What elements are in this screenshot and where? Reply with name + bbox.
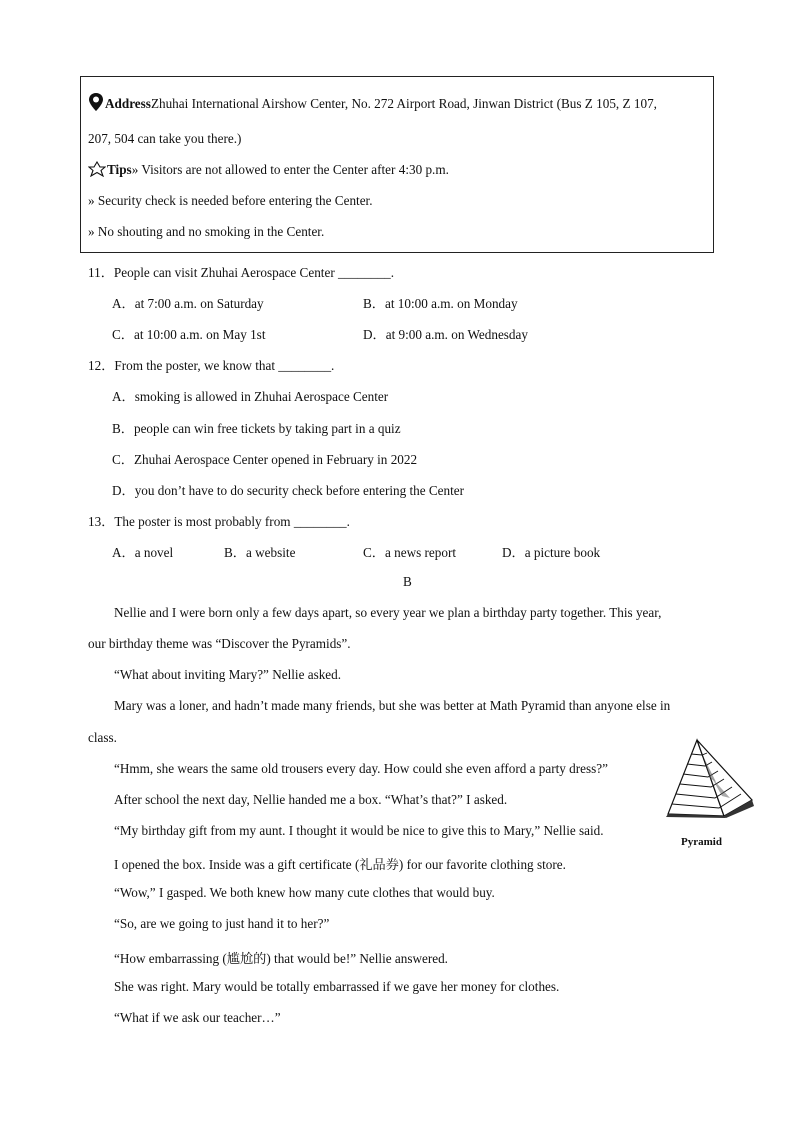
tips-line xyxy=(88,161,449,181)
question-13-stem: 13．The poster is most probably from ________. xyxy=(88,514,350,529)
question-11-option-a: A．at 7:00 a.m. on Saturday xyxy=(112,296,264,311)
paragraph-line-7: After school the next day, Nellie handed me a box. “What’s that?” I asked. xyxy=(114,792,508,807)
question-12-option-a: A．smoking is allowed in Zhuhai Aerospace Center xyxy=(112,389,389,404)
tips-2: » Security check is needed before entering the Center. xyxy=(88,193,373,208)
pyramid-caption: Pyramid xyxy=(681,836,722,848)
section-heading: B xyxy=(403,574,412,589)
question-11-option-c: C．at 10:00 a.m. on May 1st xyxy=(112,327,266,342)
question-12-stem: 12．From the poster, we know that ________. xyxy=(88,358,335,373)
paragraph-line-4: Mary was a loner, and hadn’t made many friends, but she was better at Math Pyramid than anyone else in xyxy=(114,698,671,713)
tips-icon xyxy=(88,161,106,181)
question-13-option-c: C．a news report xyxy=(363,545,457,560)
question-11-option-b: B．at 10:00 a.m. on Monday xyxy=(363,296,518,311)
tips-3: » No shouting and no smoking in the Center. xyxy=(88,224,325,239)
paragraph-line-13: She was right. Mary would be totally embarrassed if we gave her money for clothes. xyxy=(114,979,560,994)
paragraph-line-1: Nellie and I were born only a few days apart, so every year we plan a birthday party together. This year, xyxy=(114,605,662,620)
question-13-option-d: D．a picture book xyxy=(502,545,601,560)
pyramid-illustration xyxy=(664,738,756,818)
paragraph-line-2: our birthday theme was “Discover the Pyramids”. xyxy=(88,636,351,651)
address-text-2: 207, 504 can take you there.) xyxy=(88,131,242,146)
question-12-option-d: D．you don’t have to do security check before entering the Center xyxy=(112,483,465,498)
tips-label: Tips xyxy=(107,162,132,177)
question-11-stem: 11．People can visit Zhuhai Aerospace Center ________. xyxy=(88,265,395,280)
paragraph-line-6: “Hmm, she wears the same old trousers every day. How could she even afford a party dress?” xyxy=(114,761,608,776)
paragraph-line-3: “What about inviting Mary?” Nellie asked. xyxy=(114,667,342,682)
paragraph-line-8: “My birthday gift from my aunt. I thought it would be nice to give this to Mary,” Nellie said. xyxy=(114,823,604,838)
paragraph-line-11: “So, are we going to just hand it to her?” xyxy=(114,916,330,931)
question-13-option-a: A．a novel xyxy=(112,545,174,560)
paragraph-line-14: “What if we ask our teacher…” xyxy=(114,1010,281,1025)
location-pin-icon xyxy=(88,92,104,116)
question-11-option-d: D．at 9:00 a.m. on Wednesday xyxy=(363,327,528,342)
tips-1: » Visitors are not allowed to enter the Center after 4:30 p.m. xyxy=(131,162,449,177)
paragraph-line-10: “Wow,” I gasped. We both knew how many cute clothes that would buy. xyxy=(114,885,495,900)
question-12-option-b: B．people can win free tickets by taking part in a quiz xyxy=(112,421,401,436)
address-line xyxy=(88,92,710,116)
paragraph-line-12: “How embarrassing (尴尬的) that would be!” Nellie answered. xyxy=(114,951,448,966)
paragraph-line-5: class. xyxy=(88,730,117,745)
address-label: Address xyxy=(105,96,151,111)
address-text-1: Zhuhai International Airshow Center, No. 272 Airport Road, Jinwan District (Bus Z 105, Z 107, xyxy=(150,96,657,111)
question-12-option-c: C．Zhuhai Aerospace Center opened in February in 2022 xyxy=(112,452,418,467)
paragraph-line-9: I opened the box. Inside was a gift certificate (礼品券) for our favorite clothing store. xyxy=(114,857,566,872)
question-13-option-b: B．a website xyxy=(224,545,296,560)
